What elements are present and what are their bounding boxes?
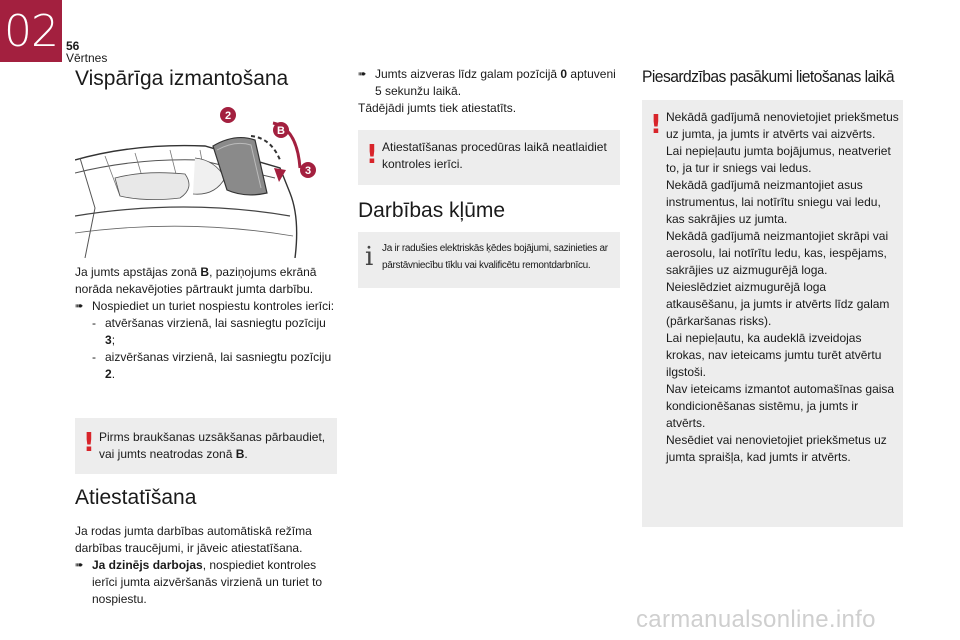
warning-box-zone-b (75, 418, 337, 474)
paragraph-reset-done: Tādējādi jumts tiek atiestatīts. (358, 101, 517, 115)
precautions-list (666, 109, 900, 466)
column-1 (75, 66, 340, 92)
column-2 (358, 66, 620, 117)
paragraph-zone-b: Ja jumts apstājas zonā B, paziņojums ekrānā norāda nekavējoties pārtraukt jumta darbību. (75, 265, 317, 296)
bullet-engine-running: ➠ Ja dzinējs darbojas, nospiediet kontroles ierīci jumta aizvēršanās virzienā un turiet to nospiestu. (75, 558, 323, 606)
warning-box-reset (358, 130, 620, 185)
info-icon: i (365, 242, 374, 272)
info-box-malfunction (358, 232, 620, 288)
column-2-failure (358, 198, 620, 224)
chapter-tab (0, 0, 62, 62)
precaution-item: Nekādā gadījumā nenovietojiet priekšmetus uz jumta, ja jumts ir atvērts vai aizvērts. (666, 110, 899, 141)
arrow-icon: ➠ (75, 560, 84, 571)
precaution-item: Nesēdiet vai nenovietojiet priekšmetus uz jumta spraišļa, kad jumts ir atvērts. (666, 433, 887, 464)
warning-box-precautions (642, 100, 903, 527)
precaution-item: Neieslēdziet aizmugurējā loga atkausēšanu, ja jumts ir atvērts līdz galam (pārkaršanas risks). (666, 280, 890, 328)
bullet-roof-closes: ➠ Jumts aizveras līdz galam pozīcijā 0 aptuveni 5 sekunžu laikā. (358, 67, 616, 98)
label-2: 2 (224, 110, 232, 122)
column-1-reset (75, 485, 340, 608)
info-text: Ja ir radušies elektriskās ķēdes bojājumi, sazinieties ar pārstāvniecību tīklu vai kvalificētu remontdarbnīcu. (382, 243, 608, 271)
section-title-malfunction: Darbības kļūme (358, 199, 506, 222)
precaution-item: Lai nepieļautu jumta bojājumus, neatveriet to, ja tur ir sniegs vai ledus. (666, 144, 891, 175)
warning-text: Atiestatīšanas procedūras laikā neatlaidiet kontroles ierīci. (382, 140, 607, 171)
page-number: 56 (66, 39, 80, 53)
roof-illustration (75, 98, 320, 258)
section-title-general-use: Vispārīga izmantošana (75, 67, 289, 90)
dash-close: - aizvēršanas virzienā, lai sasniegtu pozīciju 2. (92, 350, 332, 381)
arrow-icon: ➠ (75, 301, 84, 312)
precaution-item: Lai nepieļautu, ka audeklā izveidojas krokas, nav ieteicams jumtu turēt atvērtu ilgstoši. (666, 331, 882, 379)
column-3 (642, 66, 912, 88)
arrow-icon: ➠ (358, 69, 367, 80)
bullet-press-hold: ➠ Nospiediet un turiet nospiestu kontroles ierīci: (75, 299, 335, 313)
section-title-reset: Atiestatīšana (75, 486, 197, 509)
paragraph-reset: Ja rodas jumta darbības automātiskā režīma darbības traucējumi, ir jāveic atiestatīšana. (75, 524, 312, 555)
chapter-number: 02 (4, 5, 58, 57)
warning-icon: ! (366, 140, 378, 170)
watermark: carmanualsonline.info (636, 606, 876, 633)
label-b: B (277, 125, 285, 137)
column-1-body (75, 264, 337, 383)
section-title-precautions: Piesardzības pasākumi lietošanas laikā (642, 67, 895, 86)
precaution-item: Nav ieteicams izmantot automašīnas gaisa kondicionēšanas sistēmu, ja jumts ir atvērts. (666, 382, 895, 430)
warning-icon: ! (83, 428, 95, 458)
warning-text: Pirms braukšanas uzsākšanas pārbaudiet, vai jumts neatrodas zonā B. (99, 430, 326, 461)
dash-open: - atvēršanas virzienā, lai sasniegtu pozīciju 3; (92, 316, 326, 347)
label-3: 3 (304, 165, 312, 177)
warning-icon: ! (650, 110, 662, 140)
precaution-item: Nekādā gadījumā neizmantojiet skrāpi vai aerosolu, lai notīrītu ledu, kas, iespējams, sakrājies uz aizmugurējā loga. (666, 229, 889, 277)
precaution-item: Nekādā gadījumā neizmantojiet asus instrumentus, lai notīrītu sniegu vai ledu, kas sakrājies uz jumta. (666, 178, 881, 226)
section-name: Vērtnes (66, 51, 108, 65)
